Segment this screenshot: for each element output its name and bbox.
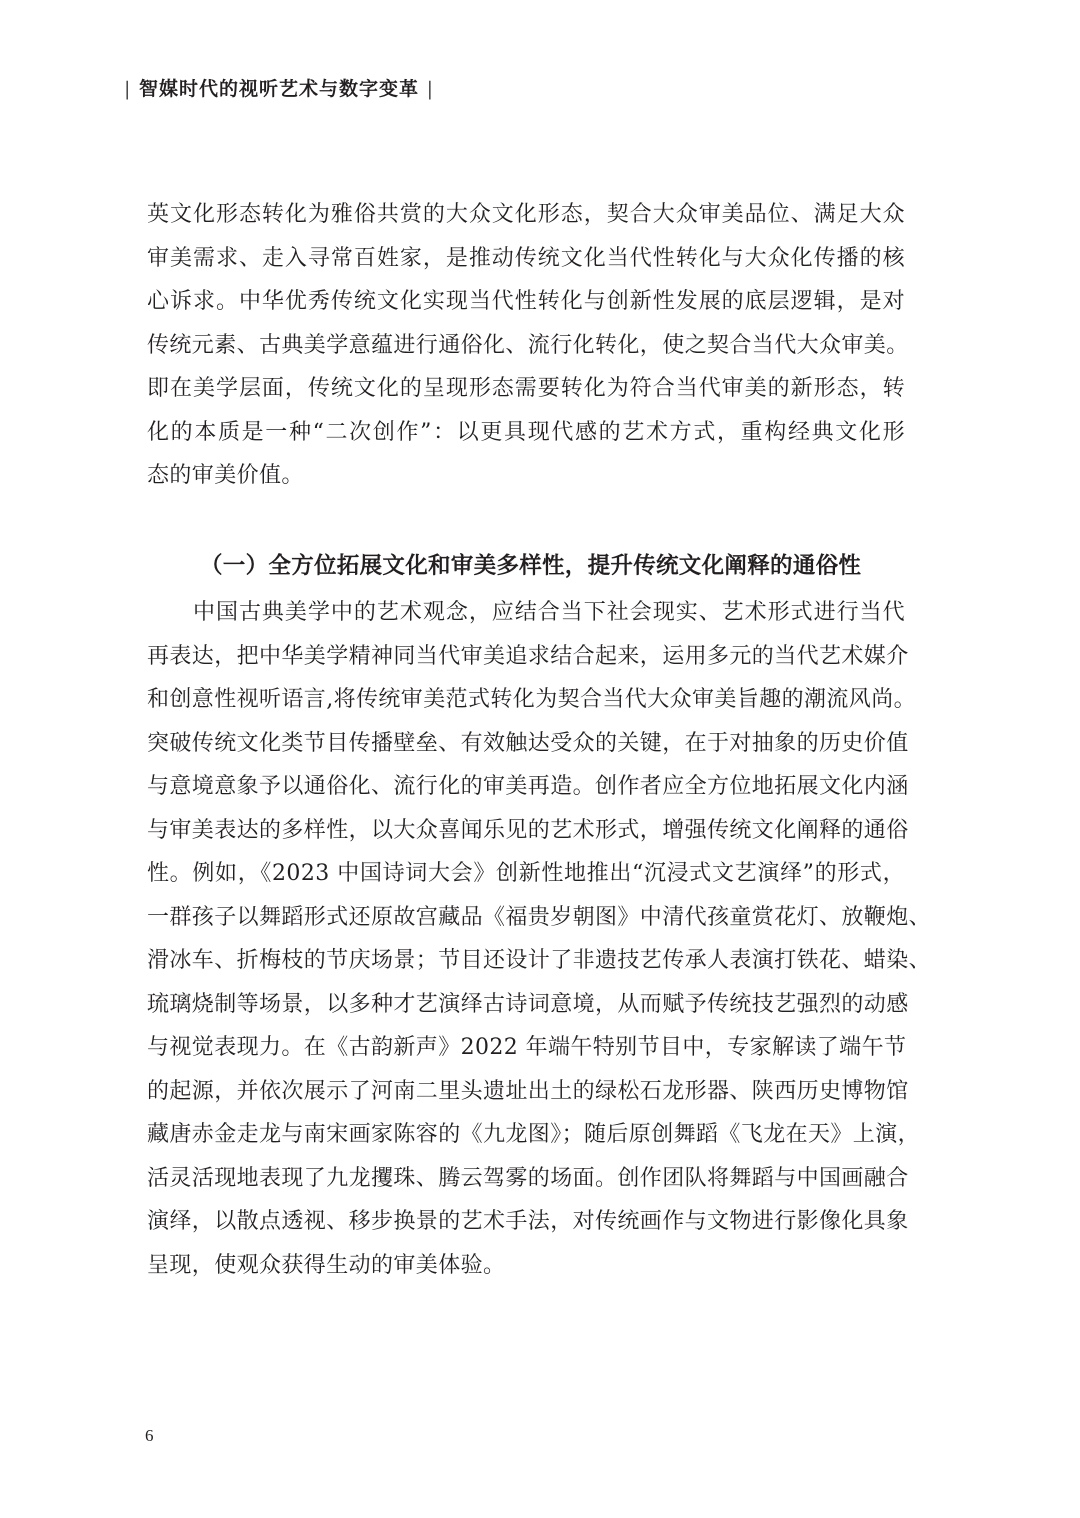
running-header (124, 74, 434, 101)
text-line: 滑冰车、折梅枝的节庆场景；节目还设计了非遗技艺传承人表演打铁花、蜡染、 (147, 948, 932, 973)
paragraph-2 (147, 591, 932, 1287)
header-bar-right: | (426, 78, 435, 100)
text-line: 中国古典美学中的艺术观念，应结合当下社会现实、艺术形式进行当代 (147, 600, 905, 625)
text-line: 呈现，使观众获得生动的审美体验。 (147, 1252, 506, 1278)
text-line: 琉璃烧制等场景，以多种才艺演绎古诗词意境，从而赋予传统技艺强烈的动感 (147, 991, 909, 1017)
text-line: 突破传统文化类节目传播壁垒、有效触达受众的关键，在于对抽象的历史价值 (147, 730, 909, 756)
text-line: 一群孩子以舞蹈形式还原故宫藏品《福贵岁朝图》中清代孩童赏花灯、放鞭炮、 (147, 904, 932, 930)
text-line: 演绎，以散点透视、移步换景的艺术手法，对传统画作与文物进行影像化具象 (147, 1209, 909, 1234)
text-line: 性。例如，《2023 中国诗词大会》创新性地推出“沉浸式文艺演绎”的形式， (147, 861, 905, 886)
text-line: 英文化形态转化为雅俗共赏的大众文化形态，契合大众审美品位、满足大众 (147, 202, 905, 227)
text-line: 态的审美价值。 (147, 463, 304, 488)
text-line: 审美需求、走入寻常百姓家，是推动传统文化当代性转化与大众化传播的核 (147, 245, 905, 271)
section-heading: （一）全方位拓展文化和审美多样性，提升传统文化阐释的通俗性 (200, 553, 862, 579)
header-title: 智媒时代的视听艺术与数字变革 (139, 78, 420, 100)
text-line: 化的本质是一种“二次创作”：以更具现代感的艺术方式，重构经典文化形 (147, 419, 905, 445)
page-number: 6 (145, 1426, 154, 1445)
header-bar-left: | (124, 78, 132, 100)
text-line: 即在美学层面，传统文化的呈现形态需要转化为符合当代审美的新形态，转 (147, 376, 905, 401)
text-line: 活灵活现地表现了九龙攫珠、腾云驾雾的场面。创作团队将舞蹈与中国画融合 (147, 1165, 909, 1191)
paragraph-1 (147, 193, 909, 498)
text-line: 再表达，把中华美学精神同当代审美追求结合起来，运用多元的当代艺术媒介 (147, 643, 909, 669)
text-line: 藏唐赤金走龙与南宋画家陈容的《九龙图》；随后原创舞蹈《飞龙在天》上演， (147, 1122, 921, 1147)
text-line: 与意境意象予以通俗化、流行化的审美再造。创作者应全方位地拓展文化内涵 (147, 774, 909, 799)
text-line: 和创意性视听语言,将传统审美范式转化为契合当代大众审美旨趣的潮流风尚。 (147, 687, 916, 712)
text-line: 的起源，并依次展示了河南二里头遗址出土的绿松石龙形器、陕西历史博物馆 (147, 1078, 909, 1104)
text-line: 与视觉表现力。在《古韵新声》2022 年端午特别节目中，专家解读了端午节 (147, 1035, 907, 1060)
text-line: 与审美表达的多样性，以大众喜闻乐见的艺术形式，增强传统文化阐释的通俗 (147, 817, 909, 843)
text-line: 传统元素、古典美学意蕴进行通俗化、流行化转化，使之契合当代大众审美。 (147, 332, 909, 358)
text-line: 心诉求。中华优秀传统文化实现当代性转化与创新性发展的底层逻辑，是对 (147, 289, 905, 314)
